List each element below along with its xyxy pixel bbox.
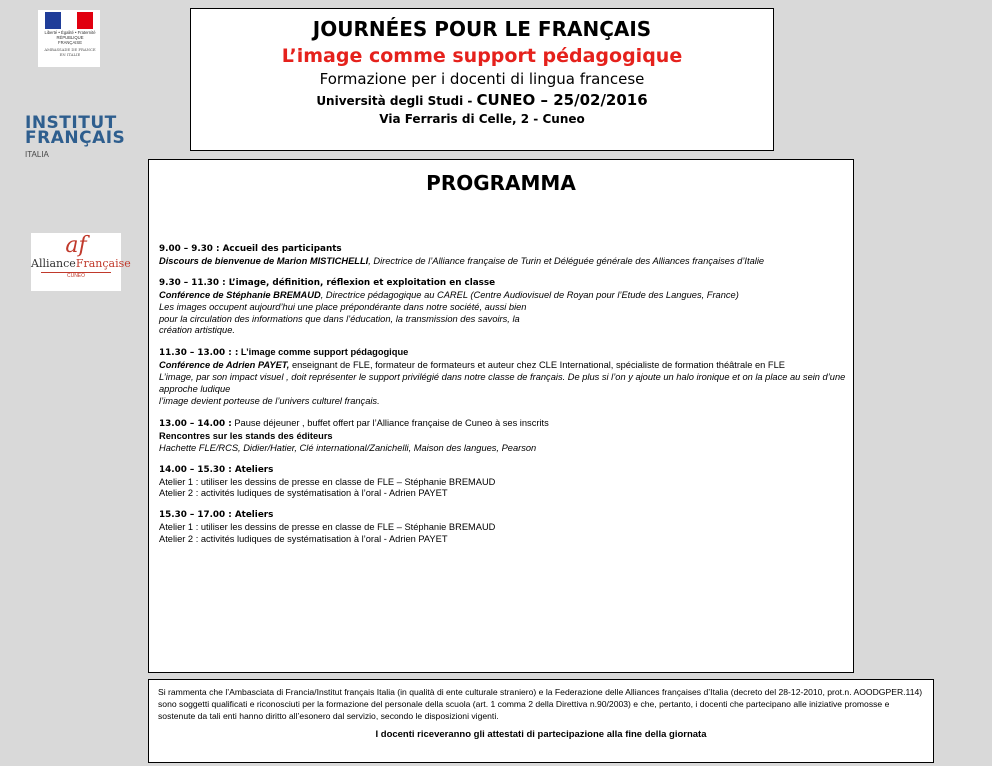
event-header xyxy=(190,8,774,151)
program-section-6: 15.30 – 17.00 : Ateliers Atelier 1 : utiliser les dessins de presse en classe de FLE – Stéphanie BREMAUD Atelier 2 : activités ludiques de systématisation à l’oral - Adrien PAYET xyxy=(159,510,496,545)
republique-francaise-logo xyxy=(38,10,100,67)
flag-red-band xyxy=(77,12,93,29)
program-content xyxy=(159,244,849,556)
institut-francais-logo: INSTITUT FRANÇAIS ITALIA xyxy=(25,113,126,159)
program-box xyxy=(148,159,854,673)
program-section-1: 9.00 – 9.30 : Accueil des participants Discours de bienvenue de Marion MISTICHELLI, Directrice de l’Alliance française de Turin et Déléguée générale des Alliances françaises d’Italie xyxy=(159,244,765,266)
event-audience: Formazione per i docenti di lingua francese xyxy=(319,70,645,88)
ambassade-label: AMBASSADE DE FRANCE EN ITALIE xyxy=(44,47,96,57)
program-section-4: 13.00 – 14.00 : Pause déjeuner , buffet offert par l’Alliance française de Cuneo à ses inscrits Rencontres sur les stands des éditeurs Hachette FLE/RCS, Didier/Hatier, Clé international/Zanichelli, Maison des langues, Pearson xyxy=(159,417,549,453)
event-location-date: Università degli Studi - CUNEO – 25/02/2016 xyxy=(316,91,648,109)
alliance-francaise-logo: af AllianceFrançaise CUNEO xyxy=(31,233,121,291)
program-section-2: 9.30 – 11.30 : L’image, définition, réflexion et exploitation en classe Conférence de Stéphanie BREMAUD, Directrice pédagogique au CAREL (Centre Audiovisuel de Royan pour l’Etude des Langues, France) Les images occupent aujourd’hui une place prépondérante dans notre société, aussi bien pour la circulation des informations que dans l’éducation, la transmission des savoirs, la création artistique. xyxy=(159,277,739,336)
af-mark-icon: af xyxy=(65,233,87,258)
event-address: Via Ferraris di Celle, 2 - Cuneo xyxy=(379,112,585,126)
legal-note-text: Si rammenta che l’Ambasciata di Francia/Institut français Italia (in qualità di ente culturale straniero) e la Federazione delle Alliances françaises d’Italia (decreto del 28-12-2010, prot.n. AOODGPER.114) sono soggetti qualificati e riconosciuti per la formazione del personale della scuola (art. 1 comma 2 della Direttiva n.90/2003) e che, pertanto, i docenti che partecipano alle iniziative promosse e sostenute da tali enti hanno diritto all’esonero dal servizio, secondo le disposizioni vigenti. xyxy=(158,687,923,722)
rf-motto: Liberté • Égalité • Fraternité RÉPUBLIQUE FRANÇAISE xyxy=(44,30,96,45)
program-section-3: 11.30 – 13.00 : : L’image comme support pédagogique Conférence de Adrien PAYET, enseignant de FLE, formateur de formateurs et auteur chez CLE International, spécialiste de formation théâtrale en FLE L’image, par son impact visuel , doit représenter le support privilégié dans notre classe de français. De plus si l’on y ajoute un halo ironique et on la place au sein d’une approche ludique l’image devient porteuse de l’univers culturel français. xyxy=(159,347,846,406)
flag-white-band xyxy=(61,12,77,29)
program-title: PROGRAMMA xyxy=(426,171,576,195)
french-flag-icon xyxy=(45,12,93,29)
flag-blue-band xyxy=(45,12,61,29)
event-title: JOURNÉES POUR LE FRANÇAIS xyxy=(312,17,652,41)
program-section-5: 14.00 – 15.30 : Ateliers Atelier 1 : utiliser les dessins de presse en classe de FLE – Stéphanie BREMAUD Atelier 2 : activités ludiques de systématisation à l’oral - Adrien PAYET xyxy=(159,464,496,499)
event-subtitle: L’image comme support pédagogique xyxy=(281,45,683,67)
legal-note-box xyxy=(148,679,934,763)
certificate-note: I docenti riceveranno gli attestati di partecipazione alla fine della giornata xyxy=(375,728,707,740)
